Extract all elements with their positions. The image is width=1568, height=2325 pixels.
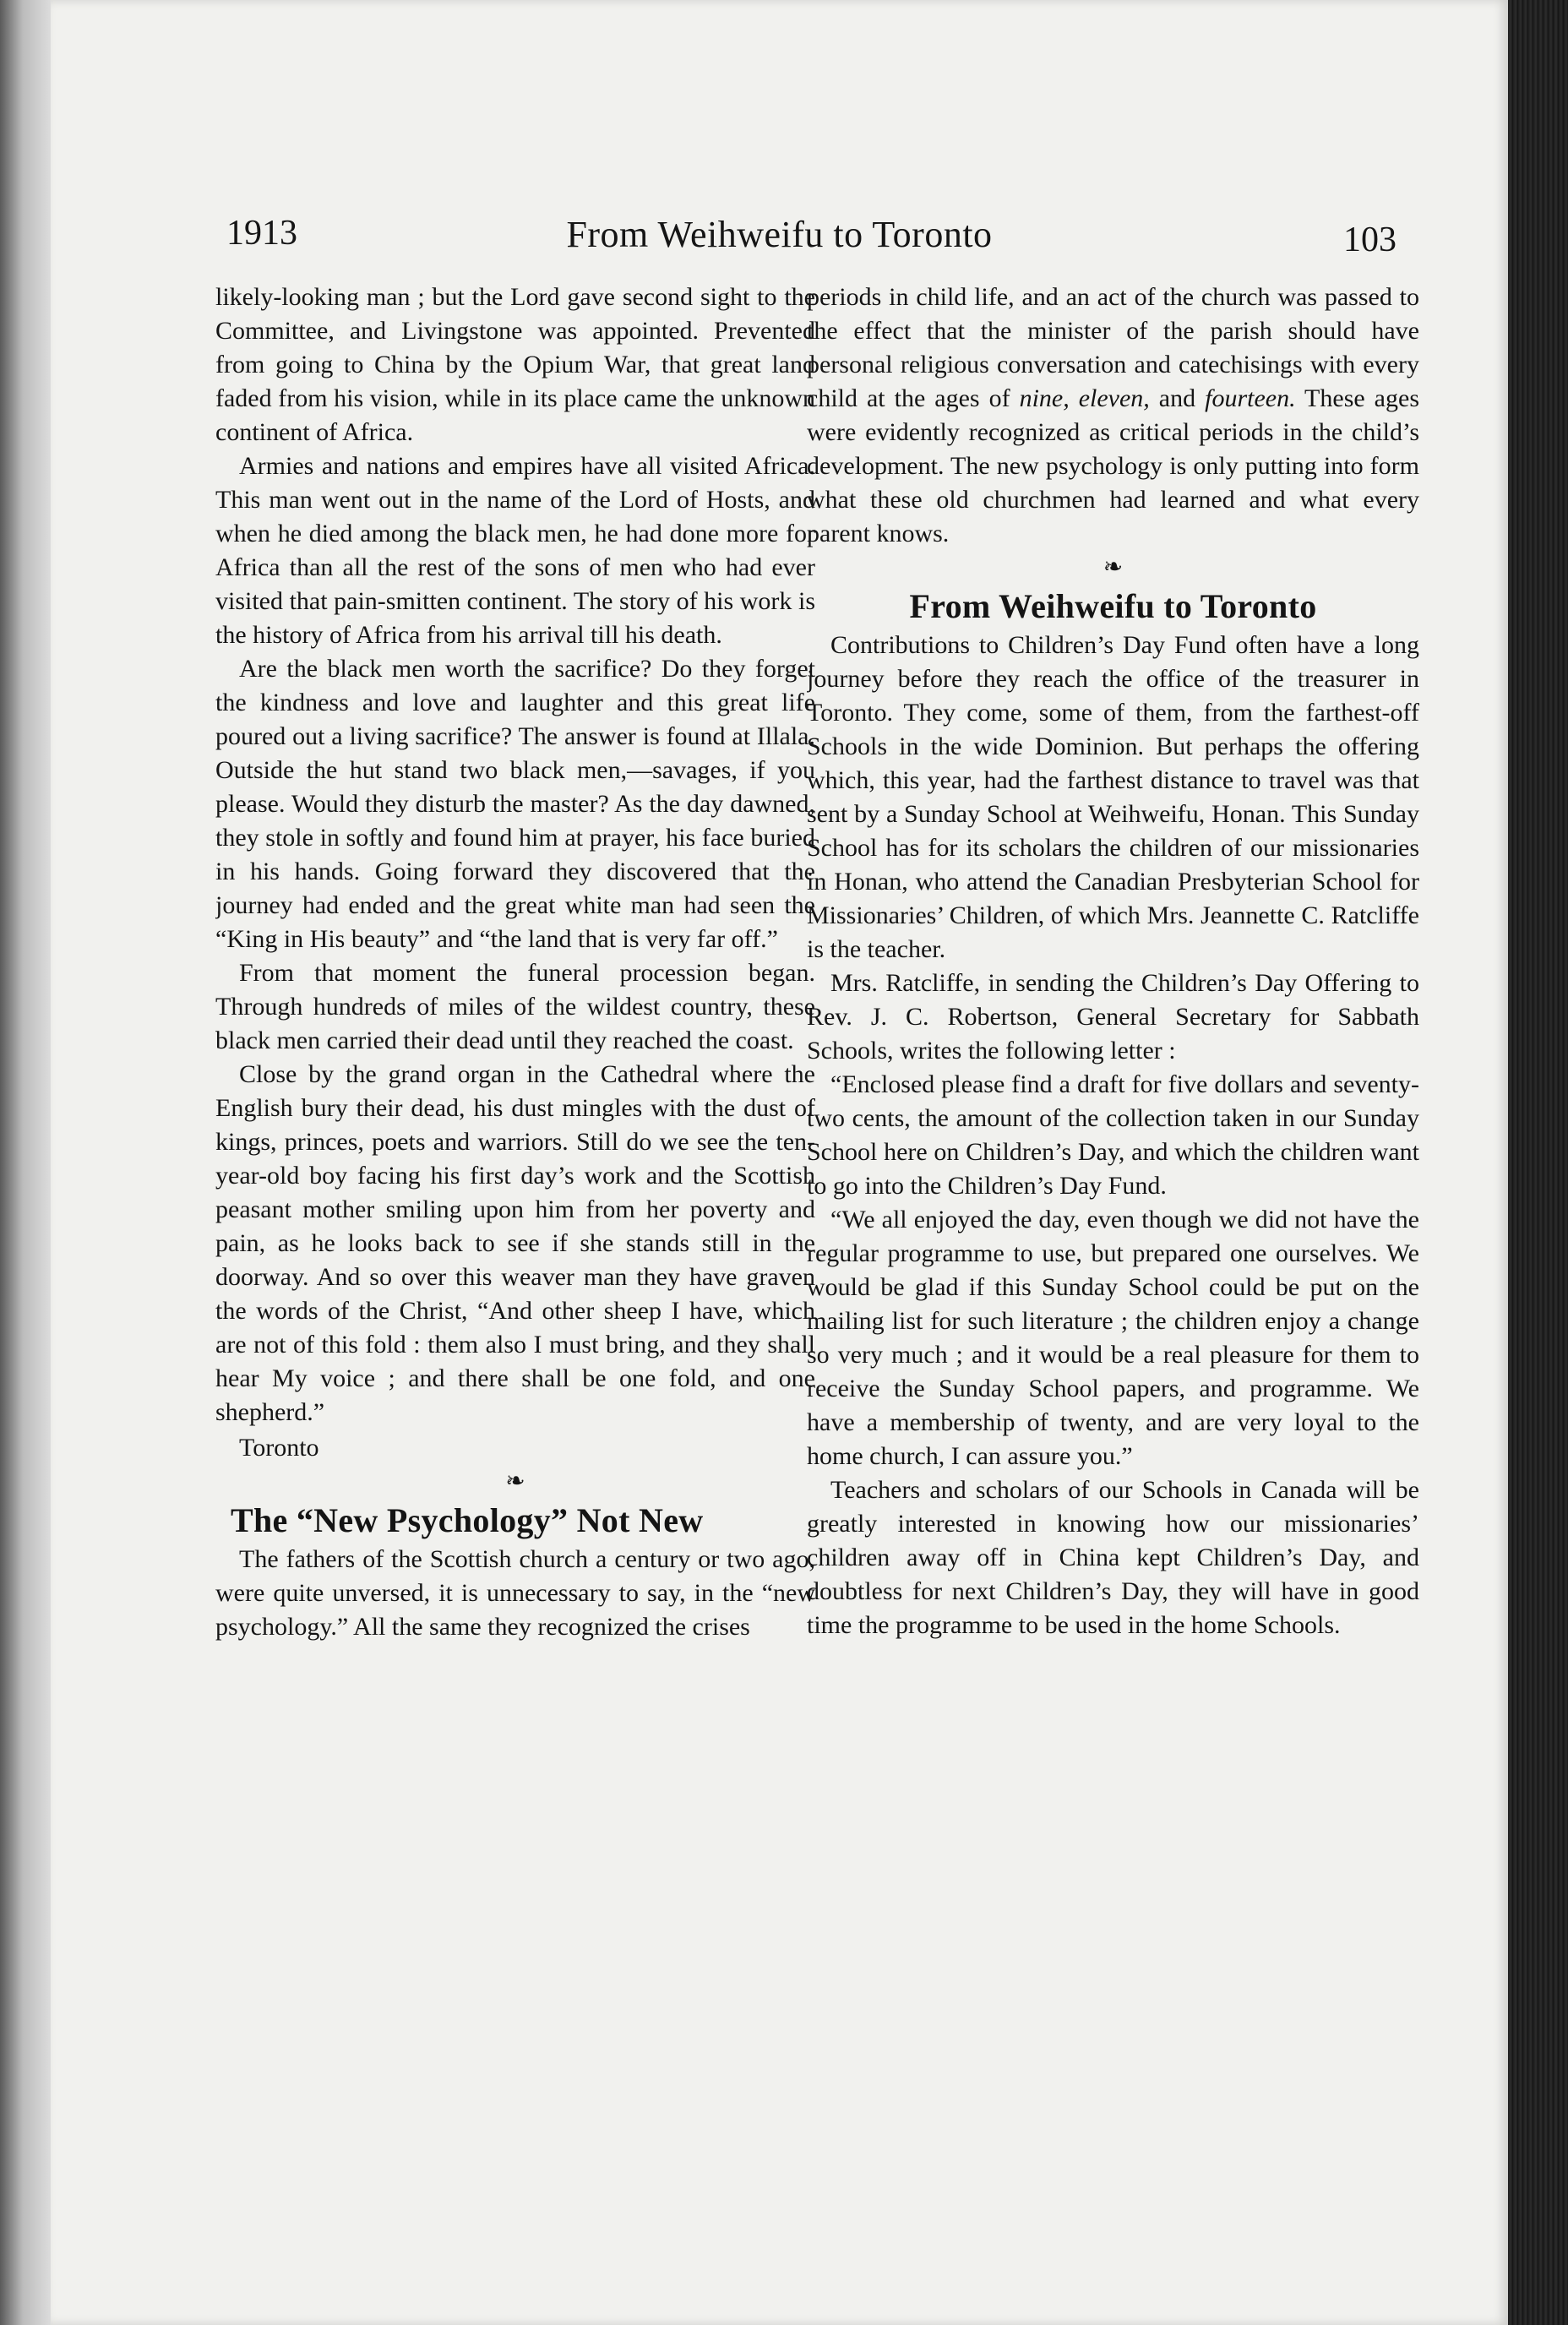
signoff: Toronto xyxy=(239,1434,319,1462)
paragraph: Armies and nations and empires have all visited Africa. This man went out in the name of the Lord of Hosts, and when he died among the black men, he had done more for Africa than all the rest of the sons of men who had ever visited that pain-smitten continent. The story of his work is the history of Africa from his arrival till his death. xyxy=(215,452,815,649)
book-edge xyxy=(1508,0,1568,2325)
header-title: From Weihweifu to Toronto xyxy=(566,214,993,255)
text-run: periods in child life, and an act of the church was passed to the effect that the minister of the parish should have personal religious conversation and catechisings with every child at the ages of xyxy=(807,283,1419,412)
paragraph: The fathers of the Scottish church a century or two ago, were quite unversed, it is unnecessary to say, in the “new psychology.” All the same they recognized the crises xyxy=(215,1545,815,1641)
paragraph: Close by the grand organ in the Cathedral where the English bury their dead, his dust mingles with the dust of kings, princes, poets and warriors. Still do we see the ten-year-old boy facing his first day’s work and the Scottish peasant mother smiling upon him from her poverty and pain, as he looks back to see if she stands still in the doorway. And so over this weaver man they have graven the words of the Christ, “And other sheep I have, which are not of this fold : them also I must bring, and they shall hear My voice ; and there shall be one fold, and one shepherd.” xyxy=(215,1060,815,1426)
emphasis-fourteen: fourteen. xyxy=(1205,384,1296,412)
paragraph: “Enclosed please find a draft for five dollars and seventy-two cents, the amount of the collection taken in our Sunday School here on Children’s Day, and which the children want to go into the Children’s Day Fund. xyxy=(807,1070,1419,1200)
page-number: 103 xyxy=(1343,221,1396,259)
left-column xyxy=(215,280,815,2156)
text-run: and xyxy=(1149,384,1206,412)
paragraph: From that moment the funeral procession began. Through hundreds of miles of the wildest country, these black men carried their dead until they reached the coast. xyxy=(215,959,815,1054)
ornament-icon: ❧ xyxy=(1102,554,1124,580)
book-page xyxy=(51,0,1508,2325)
running-head xyxy=(51,213,1508,272)
section-heading: The “New Psychology” Not New xyxy=(231,1501,704,1539)
paragraph: Teachers and scholars of our Schools in Canada will be greatly interested in knowing how our missionaries’ children away off in China kept Children’s Day, and doubtless for next Children’s Day, they will have in good time the programme to be used in the home Schools. xyxy=(807,1476,1419,1639)
text-run: These ages were evidently recognized as critical periods in the child’s development. The new psychology is only putting into form what these old churchmen had learned and what every parent knows. xyxy=(807,384,1419,547)
paragraph: Are the black men worth the sacrifice? Do they forget the kindness and love and laughter and this great life poured out a living sacrifice? The answer is found at Illala. Outside the hut stand two black men,—savages, if you please. Would they disturb the master? As the day dawned, they stole in softly and found him at prayer, his face buried in his hands. Going forward they discovered that the journey had ended and the great white man had seen the “King in His beauty” and “the land that is very far off.” xyxy=(215,655,815,953)
paragraph: Mrs. Ratcliffe, in sending the Children’s Day Offering to Rev. J. C. Robertson, General Secretary for Sabbath Schools, writes the following letter : xyxy=(807,969,1419,1064)
header-year: 1913 xyxy=(226,214,297,253)
right-column xyxy=(807,280,1419,2156)
paragraph: likely-looking man ; but the Lord gave second sight to the Committee, and Livingstone was appointed. Prevented from going to China by the Opium War, that great land faded from his vision, while in its place came the unknown continent of Africa. xyxy=(215,283,815,446)
paragraph xyxy=(807,280,1419,551)
facing-page-edge xyxy=(0,0,51,2325)
emphasis-ages: nine, eleven, xyxy=(1019,384,1150,412)
paragraph: Contributions to Children’s Day Fund often have a long journey before they reach the office of the treasurer in Toronto. They come, some of them, from the farthest-off Schools in the wide Dominion. But perhaps the offering which, this year, had the farthest distance to travel was that sent by a Sunday School at Weihweifu, Honan. This Sunday School has for its scholars the children of our missionaries in Honan, who attend the Canadian Presbyterian School for Missionaries’ Children, of which Mrs. Jeannette C. Ratcliffe is the teacher. xyxy=(807,631,1419,963)
paragraph: “We all enjoyed the day, even though we did not have the regular programme to use, but prepared one ourselves. We would be glad if this Sunday School could be put on the mailing list for such literature ; the children enjoy a change so very much ; and it would be a real pleasure for them to receive the Sunday School papers, and programme. We have a membership of twenty, and are very loyal to the home church, I can assure you.” xyxy=(807,1206,1419,1470)
ornament-icon: ❧ xyxy=(505,1468,525,1495)
section-heading: From Weihweifu to Toronto xyxy=(909,587,1317,625)
